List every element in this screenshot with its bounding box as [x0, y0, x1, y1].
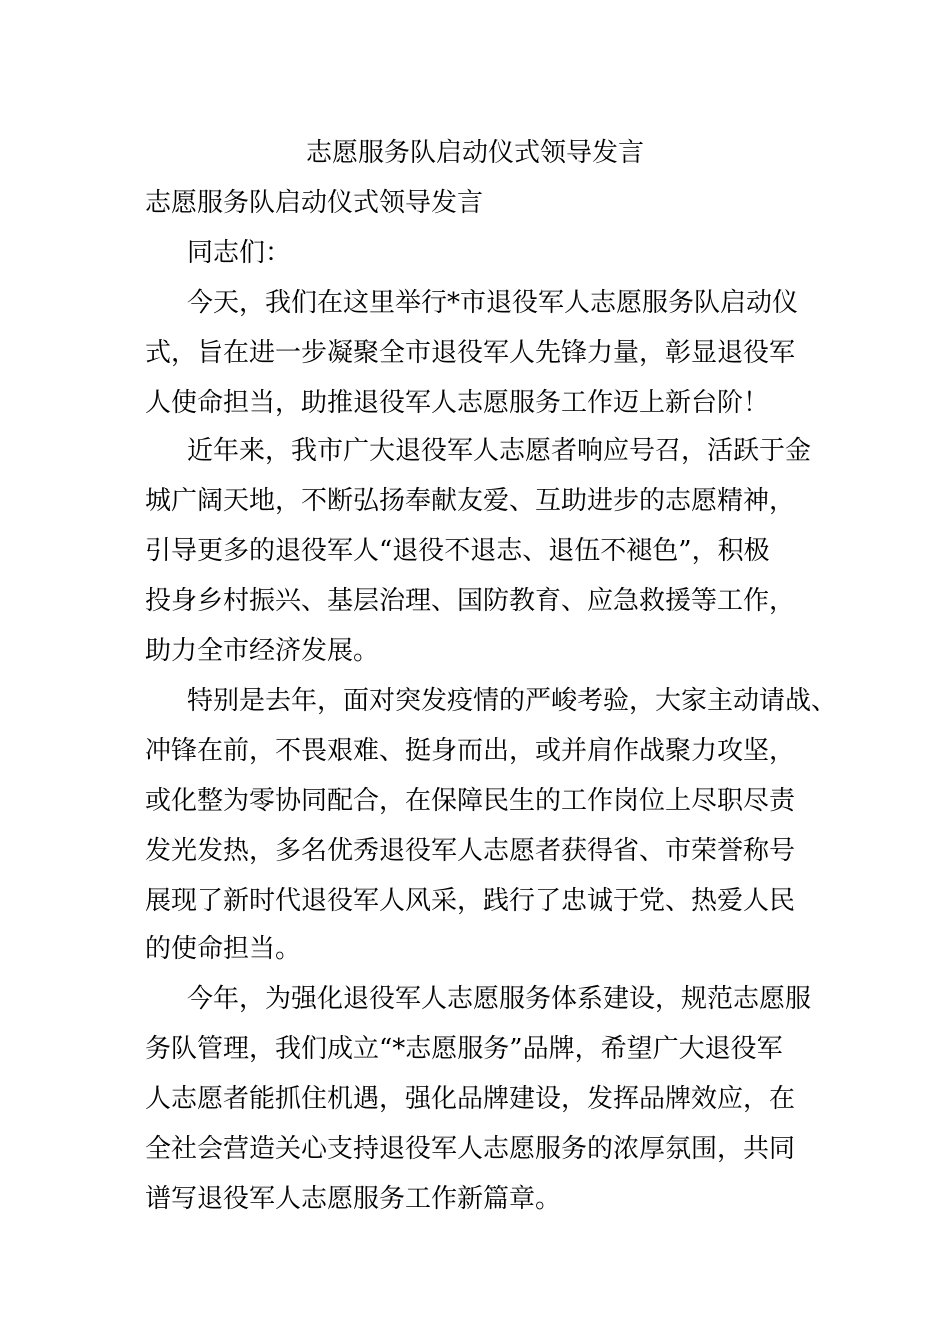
- paragraph-line: 引导更多的退役军人“退役不退志、退伍不褪色”，积极: [145, 536, 770, 566]
- paragraph-line: 今年，为强化退役军人志愿服务体系建设，规范志愿服: [187, 984, 812, 1014]
- paragraph-line: 近年来，我市广大退役军人志愿者响应号召，活跃于金: [187, 436, 812, 466]
- paragraph-line: 城广阔天地，不断弘扬奉献友爱、互助进步的志愿精神，: [145, 486, 796, 516]
- paragraph-line: 谱写退役军人志愿服务工作新篇章。: [145, 1184, 562, 1214]
- paragraph-line: 式，旨在进一步凝聚全市退役军人先锋力量，彰显退役军: [145, 338, 796, 368]
- paragraph-line: 助力全市经济发展。: [145, 636, 380, 666]
- document-title: 志愿服务队启动仪式领导发言: [305, 138, 644, 168]
- paragraph-line: 今天，我们在这里举行*市退役军人志愿服务队启动仪: [187, 288, 799, 318]
- paragraph-line: 或化整为零协同配合，在保障民生的工作岗位上尽职尽责: [145, 786, 796, 816]
- paragraph-line: 人使命担当，助推退役军人志愿服务工作迈上新台阶！: [145, 388, 770, 418]
- paragraph-line: 全社会营造关心支持退役军人志愿服务的浓厚氛围，共同: [145, 1134, 796, 1164]
- paragraph-line: 展现了新时代退役军人风采，践行了忠诚于党、热爱人民: [145, 886, 796, 916]
- paragraph-line: 发光发热，多名优秀退役军人志愿者获得省、市荣誉称号: [145, 836, 796, 866]
- paragraph-line: 的使命担当。: [145, 934, 302, 964]
- paragraph-line: 投身乡村振兴、基层治理、国防教育、应急救援等工作，: [145, 586, 796, 616]
- paragraph-line: 人志愿者能抓住机遇，强化品牌建设，发挥品牌效应，在: [145, 1084, 796, 1114]
- document-subtitle: 志愿服务队启动仪式领导发言: [145, 188, 484, 218]
- paragraph-line: 特别是去年，面对突发疫情的严峻考验，大家主动请战、: [187, 686, 838, 716]
- paragraph-line: 冲锋在前，不畏艰难、挺身而出，或并肩作战聚力攻坚，: [145, 736, 796, 766]
- paragraph-line: 务队管理，我们成立“*志愿服务”品牌，希望广大退役军: [145, 1034, 783, 1064]
- salutation: 同志们：: [187, 238, 292, 268]
